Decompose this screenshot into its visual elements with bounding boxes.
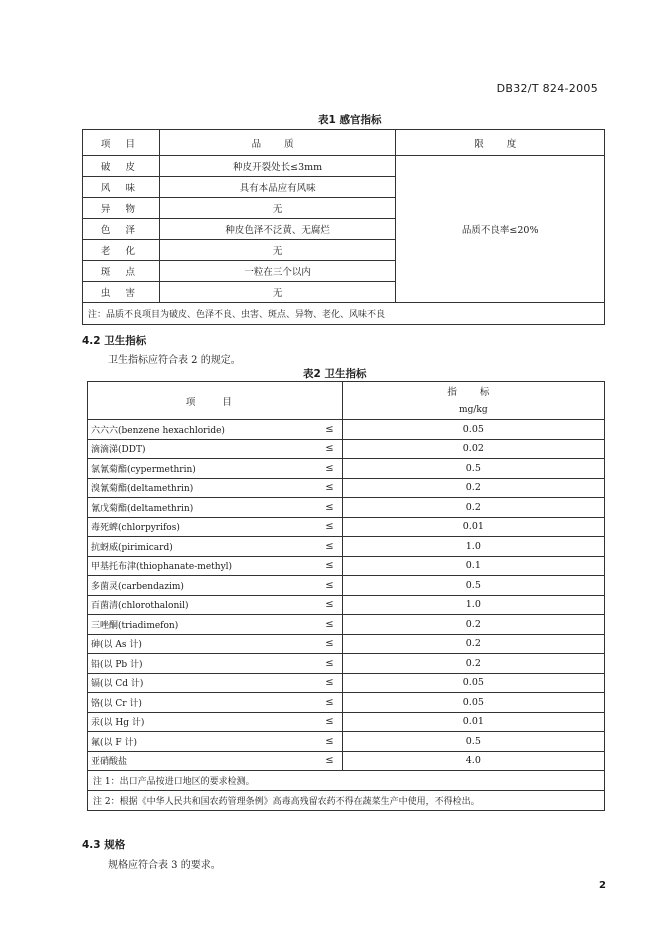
table1-caption: 表1 感官指标 xyxy=(318,114,382,126)
table-row xyxy=(88,615,605,635)
table2-item-name: 甲基托布津(thiophanate-methyl) xyxy=(88,556,318,576)
table1-header-limit: 限 度 xyxy=(396,130,605,156)
table1-item: 老 化 xyxy=(83,240,160,261)
table2-item-value: 0.2 xyxy=(342,615,604,635)
table2-item-operator: ≤ xyxy=(317,693,342,713)
table2-item-value: 0.1 xyxy=(342,556,604,576)
table-row xyxy=(88,732,605,752)
table2-item-value: 0.2 xyxy=(342,478,604,498)
table2-item-operator: ≤ xyxy=(317,576,342,596)
section-4-2-text: 卫生指标应符合表 2 的规定。 xyxy=(108,355,241,366)
document-number: DB32/T 824-2005 xyxy=(496,82,598,95)
table-row xyxy=(88,751,605,771)
table2-item-value: 1.0 xyxy=(342,537,604,557)
table-row xyxy=(88,556,605,576)
table2-item-operator: ≤ xyxy=(317,751,342,771)
table2-item-operator: ≤ xyxy=(317,634,342,654)
table2-item-value: 0.5 xyxy=(342,576,604,596)
table2-item-value: 4.0 xyxy=(342,751,604,771)
table2-item-operator: ≤ xyxy=(317,654,342,674)
table2-item-value: 0.2 xyxy=(342,498,604,518)
section-4-3-text: 规格应符合表 3 的要求。 xyxy=(108,860,221,871)
table1-quality: 一粒在三个以内 xyxy=(159,261,396,282)
table2-header-item: 项 目 xyxy=(88,382,343,420)
table-row xyxy=(88,478,605,498)
table1-quality: 无 xyxy=(159,198,396,219)
table2-item-value: 0.2 xyxy=(342,634,604,654)
table-row xyxy=(88,654,605,674)
table2-item-operator: ≤ xyxy=(317,459,342,479)
table2-item-name: 溴氰菊酯(deltamethrin) xyxy=(88,478,318,498)
table2-item-operator: ≤ xyxy=(317,712,342,732)
table2-item-name: 铬(以 Cr 计) xyxy=(88,693,318,713)
table1-limit-value: 品质不良率≤20% xyxy=(396,156,605,303)
table2-item-name: 百菌清(chlorothalonil) xyxy=(88,595,318,615)
table1-quality: 具有本品应有风味 xyxy=(159,177,396,198)
table2-item-operator: ≤ xyxy=(317,517,342,537)
table1-quality: 种皮色泽不泛黄、无腐烂 xyxy=(159,219,396,240)
table2-item-operator: ≤ xyxy=(317,478,342,498)
table2-item-operator: ≤ xyxy=(317,420,342,440)
table-row xyxy=(88,595,605,615)
table2-item-value: 0.2 xyxy=(342,654,604,674)
hygiene-table xyxy=(87,381,605,811)
table2-item-name: 三唑酮(triadimefon) xyxy=(88,615,318,635)
table2-item-name: 六六六(benzene hexachloride) xyxy=(88,420,318,440)
table2-item-value: 0.01 xyxy=(342,517,604,537)
table2-note-1: 注 1：出口产品按进口地区的要求检测。 xyxy=(88,771,605,791)
table2-item-name: 汞(以 Hg 计) xyxy=(88,712,318,732)
table1-item: 色 泽 xyxy=(83,219,160,240)
table1-header-row xyxy=(83,130,605,156)
table2-item-operator: ≤ xyxy=(317,537,342,557)
table1-item: 破 皮 xyxy=(83,156,160,177)
table2-item-name: 多菌灵(carbendazim) xyxy=(88,576,318,596)
table2-item-name: 抗蚜威(pirimicard) xyxy=(88,537,318,557)
table1-item: 风 味 xyxy=(83,177,160,198)
table2-item-value: 0.5 xyxy=(342,732,604,752)
table-row xyxy=(88,693,605,713)
table2-item-operator: ≤ xyxy=(317,556,342,576)
table2-item-value: 0.05 xyxy=(342,673,604,693)
table2-item-name: 氯氰菊酯(cypermethrin) xyxy=(88,459,318,479)
table2-caption: 表2 卫生指标 xyxy=(303,368,367,380)
table1-quality: 无 xyxy=(159,240,396,261)
table1-item: 异 物 xyxy=(83,198,160,219)
table2-item-name: 毒死蜱(chlorpyrifos) xyxy=(88,517,318,537)
table-row xyxy=(88,712,605,732)
table2-item-operator: ≤ xyxy=(317,439,342,459)
table1-quality: 无 xyxy=(159,282,396,303)
table-row xyxy=(88,459,605,479)
table2-item-value: 0.05 xyxy=(342,693,604,713)
table2-note-2: 注 2：根据《中华人民共和国农药管理条例》高毒高残留农药不得在蔬菜生产中使用，不得检出。 xyxy=(88,791,605,811)
table2-item-value: 1.0 xyxy=(342,595,604,615)
table1-header-quality: 品 质 xyxy=(159,130,396,156)
table-row xyxy=(88,673,605,693)
table2-item-operator: ≤ xyxy=(317,498,342,518)
table2-item-name: 镉(以 Cd 计) xyxy=(88,673,318,693)
table2-item-name: 亚硝酸盐 xyxy=(88,751,318,771)
table2-item-name: 砷(以 As 计) xyxy=(88,634,318,654)
table2-item-name: 氟(以 F 计) xyxy=(88,732,318,752)
table-row xyxy=(88,420,605,440)
table1-quality: 种皮开裂处长≤3mm xyxy=(159,156,396,177)
table2-header-unit: mg/kg xyxy=(342,401,604,420)
table-row xyxy=(88,576,605,596)
table-row xyxy=(88,498,605,518)
table2-item-operator: ≤ xyxy=(317,595,342,615)
table-row xyxy=(88,439,605,459)
table-row xyxy=(88,537,605,557)
table2-item-value: 0.01 xyxy=(342,712,604,732)
table2-item-value: 0.05 xyxy=(342,420,604,440)
table2-item-name: 铅(以 Pb 计) xyxy=(88,654,318,674)
table1-item: 斑 点 xyxy=(83,261,160,282)
table1-note: 注：品质不良项目为破皮、色泽不良、虫害、斑点、异物、老化、风味不良 xyxy=(83,303,605,325)
table1-note-row xyxy=(83,303,605,325)
table2-header-index: 指 标 xyxy=(342,382,604,401)
table2-item-name: 滴滴涕(DDT) xyxy=(88,439,318,459)
table-row xyxy=(88,634,605,654)
table2-header-row xyxy=(88,382,605,401)
table-row xyxy=(83,156,605,177)
table2-item-operator: ≤ xyxy=(317,732,342,752)
table-row xyxy=(88,517,605,537)
table2-note-row xyxy=(88,771,605,791)
table1-item: 虫 害 xyxy=(83,282,160,303)
table2-item-value: 0.02 xyxy=(342,439,604,459)
table2-item-name: 氰戊菊酯(deltamethrin) xyxy=(88,498,318,518)
table2-item-value: 0.5 xyxy=(342,459,604,479)
table2-item-operator: ≤ xyxy=(317,615,342,635)
table2-note-row xyxy=(88,791,605,811)
table2-item-operator: ≤ xyxy=(317,673,342,693)
sensory-table xyxy=(82,129,605,325)
section-4-2-title: 4.2 卫生指标 xyxy=(82,335,147,347)
page-number: 2 xyxy=(599,880,606,891)
section-4-3-title: 4.3 规格 xyxy=(82,839,126,851)
table1-header-item: 项 目 xyxy=(83,130,160,156)
